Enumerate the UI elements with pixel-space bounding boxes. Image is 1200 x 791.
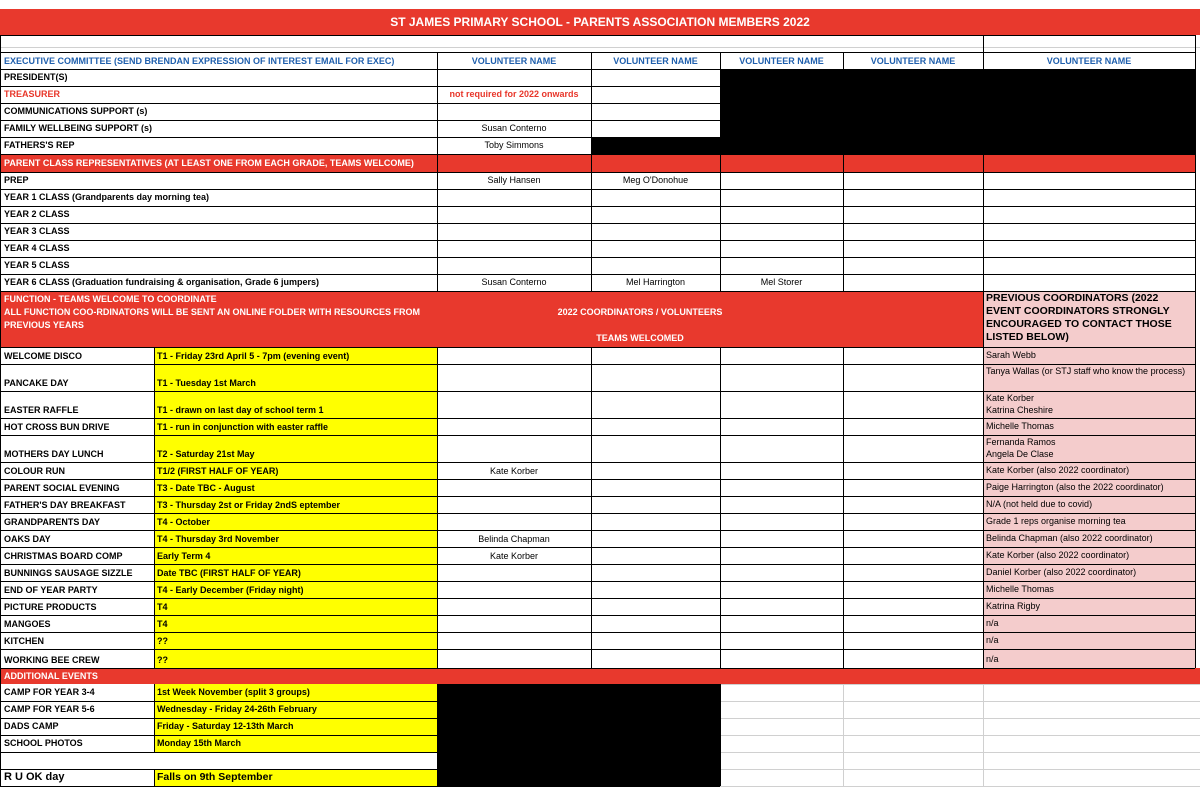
event-name: DADS CAMP xyxy=(4,721,59,731)
volunteer-cell[interactable] xyxy=(720,257,843,274)
volunteer-cell[interactable] xyxy=(437,223,591,240)
previous-coordinator: Kate Korber Katrina Cheshire xyxy=(986,393,1054,415)
volunteer-cell[interactable]: Kate Korber xyxy=(489,466,539,476)
volunteer-cell[interactable]: Mel Harrington xyxy=(625,277,686,287)
coordinators-header: 2022 COORDINATORS / VOLUNTEERS xyxy=(557,307,723,317)
grid-line xyxy=(0,718,437,719)
grid-line xyxy=(0,668,1195,669)
volunteer-cell[interactable] xyxy=(437,404,591,416)
previous-coordinator: Michelle Thomas xyxy=(986,421,1054,431)
volunteer-cell[interactable]: Mel Storer xyxy=(760,277,803,287)
volunteer-name-header: VOLUNTEER NAME xyxy=(1046,56,1132,66)
function-name: MANGOES xyxy=(4,619,51,629)
row-label: FATHERS'S REP xyxy=(4,140,75,150)
grid-line xyxy=(0,632,1195,633)
volunteer-cell[interactable]: Toby Simmons xyxy=(484,140,544,150)
previous-coordinator: n/a xyxy=(986,618,999,628)
grid-line xyxy=(843,52,844,291)
volunteer-cell[interactable] xyxy=(437,567,591,579)
grid-line xyxy=(0,479,1195,480)
grid-line xyxy=(0,120,1195,121)
volunteer-cell[interactable] xyxy=(437,635,591,647)
grid-line xyxy=(843,684,844,786)
volunteer-cell[interactable] xyxy=(720,223,843,240)
grid-line xyxy=(0,598,1195,599)
volunteer-cell[interactable]: Susan Conterno xyxy=(481,123,547,133)
volunteer-cell[interactable] xyxy=(720,240,843,257)
grid-line xyxy=(0,223,1195,224)
grid-line xyxy=(0,103,1195,104)
redacted-block xyxy=(720,69,1195,155)
previous-coordinator: N/A (not held due to covid) xyxy=(986,499,1093,509)
grid-line xyxy=(437,769,438,786)
function-name: HOT CROSS BUN DRIVE xyxy=(4,422,110,432)
additional-header: ADDITIONAL EVENTS xyxy=(4,671,98,681)
previous-coordinators-header: PREVIOUS COORDINATORS (2022 EVENT COORDINATORS STRONGLY ENCOURAGED TO CONTACT THOSE LISTED BELOW) xyxy=(986,292,1172,343)
volunteer-cell[interactable] xyxy=(591,257,720,274)
function-date: T1 - Friday 23rd April 5 - 7pm (evening event) xyxy=(157,351,350,361)
function-name: PANCAKE DAY xyxy=(4,378,69,388)
function-date: Early Term 4 xyxy=(157,551,211,561)
previous-coordinator: Tanya Wallas (or STJ staff who know the process) xyxy=(986,366,1186,376)
function-date: T4 - October xyxy=(157,517,211,527)
function-date: T1/2 (FIRST HALF OF YEAR) xyxy=(157,466,279,476)
grid-line xyxy=(0,615,1195,616)
class-rep-label: YEAR 2 CLASS xyxy=(4,209,70,219)
grid-line xyxy=(0,206,1195,207)
volunteer-cell[interactable] xyxy=(591,223,720,240)
previous-coordinator: Fernanda Ramos Angela De Clase xyxy=(986,437,1056,459)
grid-line xyxy=(0,47,1200,48)
function-name: PARENT SOCIAL EVENING xyxy=(4,483,120,493)
volunteer-cell[interactable] xyxy=(437,499,591,511)
grid-line xyxy=(0,649,1195,650)
function-name: COLOUR RUN xyxy=(4,466,65,476)
event-name: CAMP FOR YEAR 3-4 xyxy=(4,687,95,697)
previous-coordinator: Sarah Webb xyxy=(986,350,1036,360)
grid-line xyxy=(154,347,155,668)
grid-line xyxy=(0,581,1195,582)
class-rep-label: YEAR 3 CLASS xyxy=(4,226,70,236)
grid-line xyxy=(983,684,984,786)
volunteer-cell[interactable] xyxy=(437,350,591,362)
function-name: OAKS DAY xyxy=(4,534,51,544)
function-date: T1 - run in conjunction with easter raffle xyxy=(157,422,329,432)
grid-line xyxy=(154,769,155,786)
redacted-block xyxy=(591,138,720,155)
grid-line xyxy=(0,564,1195,565)
grid-line xyxy=(720,684,1200,685)
volunteer-name-header: VOLUNTEER NAME xyxy=(870,56,956,66)
event-date: 1st Week November (split 3 groups) xyxy=(157,687,310,697)
grid-line xyxy=(0,462,1195,463)
volunteer-cell[interactable] xyxy=(437,257,591,274)
function-name: END OF YEAR PARTY xyxy=(4,585,98,595)
function-name: GRANDPARENTS DAY xyxy=(4,517,101,527)
function-name: KITCHEN xyxy=(4,636,44,646)
class-rep-label: YEAR 6 CLASS (Graduation fundraising & organisation, Grade 6 jumpers) xyxy=(4,277,320,287)
function-date: ?? xyxy=(157,636,168,646)
grid-line xyxy=(0,172,1195,173)
volunteer-cell[interactable]: Meg O'Donohue xyxy=(622,175,689,185)
grid-line xyxy=(0,786,720,787)
volunteer-cell[interactable] xyxy=(437,482,591,494)
row-label: FAMILY WELLBEING SUPPORT (s) xyxy=(4,123,153,133)
previous-coordinator: n/a xyxy=(986,635,999,645)
grid-line xyxy=(0,35,1,786)
executive-label: EXECUTIVE COMMITTEE (SEND BRENDAN EXPRESSION OF INTEREST EMAIL FOR EXEC) xyxy=(4,56,395,66)
row-label: COMMUNICATIONS SUPPORT (s) xyxy=(4,106,148,116)
functions-header: PREVIOUS YEARS xyxy=(4,320,84,330)
volunteer-cell[interactable]: Susan Conterno xyxy=(481,277,547,287)
volunteer-name-header: VOLUNTEER NAME xyxy=(471,56,557,66)
grid-line xyxy=(154,684,155,752)
grid-line xyxy=(437,684,438,752)
function-date: T1 - Tuesday 1st March xyxy=(157,378,256,388)
previous-coordinator: Grade 1 reps organise morning tea xyxy=(986,516,1126,526)
function-date: T4 - Thursday 3rd November xyxy=(157,534,280,544)
function-date: T3 - Date TBC - August xyxy=(157,483,255,493)
function-date: T3 - Thursday 2st or Friday 2ndS eptember xyxy=(157,500,341,510)
functions-header: ALL FUNCTION COO-RDINATORS WILL BE SENT AN ONLINE FOLDER WITH RESOURCES FROM xyxy=(4,307,420,317)
ruok-name: R U OK day xyxy=(4,771,65,783)
grid-line xyxy=(591,347,592,668)
previous-coordinator: Katrina Rigby xyxy=(986,601,1041,611)
class-reps-header: PARENT CLASS REPRESENTATIVES (AT LEAST ONE FROM EACH GRADE, TEAMS WELCOME) xyxy=(4,158,414,168)
row-label: PRESIDENT(S) xyxy=(4,72,68,82)
grid-line xyxy=(0,347,1195,348)
redacted-block xyxy=(437,684,720,786)
volunteer-cell[interactable] xyxy=(591,206,720,223)
volunteer-name-header: VOLUNTEER NAME xyxy=(739,56,824,66)
grid-line xyxy=(720,769,1200,770)
grid-line xyxy=(0,257,1195,258)
volunteer-cell[interactable] xyxy=(720,206,843,223)
previous-coordinator: Michelle Thomas xyxy=(986,584,1054,594)
grid-line xyxy=(437,347,438,668)
volunteer-cell[interactable] xyxy=(437,516,591,528)
grid-line xyxy=(0,547,1195,548)
volunteer-cell[interactable] xyxy=(437,584,591,596)
volunteer-cell[interactable]: not required for 2022 onwards xyxy=(449,89,579,99)
event-name: CAMP FOR YEAR 5-6 xyxy=(4,704,95,714)
class-rep-label: YEAR 4 CLASS xyxy=(4,243,70,253)
event-name: SCHOOL PHOTOS xyxy=(4,738,83,748)
grid-line xyxy=(983,291,984,347)
function-name: EASTER RAFFLE xyxy=(4,405,79,415)
function-name: PICTURE PRODUCTS xyxy=(4,602,97,612)
row-label: TREASURER xyxy=(4,89,61,99)
grid-line xyxy=(0,530,1195,531)
grid-line xyxy=(720,701,1200,702)
previous-coordinator: Kate Korber (also 2022 coordinator) xyxy=(986,465,1130,475)
grid-line xyxy=(0,52,1195,53)
grid-line xyxy=(983,35,984,668)
function-name: CHRISTMAS BOARD COMP xyxy=(4,551,123,561)
volunteer-name-header: VOLUNTEER NAME xyxy=(613,56,698,66)
function-date: T4 xyxy=(157,602,168,612)
grid-line xyxy=(720,735,1200,736)
grid-line xyxy=(0,364,1195,365)
function-name: WORKING BEE CREW xyxy=(4,655,100,665)
grid-line xyxy=(0,86,1195,87)
grid-line xyxy=(720,718,1200,719)
class-rep-label: YEAR 5 CLASS xyxy=(4,260,70,270)
ruok-date: Falls on 9th September xyxy=(157,771,273,783)
function-name: BUNNINGS SAUSAGE SIZZLE xyxy=(4,568,133,578)
grid-line xyxy=(0,154,1195,155)
grid-line xyxy=(0,769,720,770)
function-name: WELCOME DISCO xyxy=(4,351,82,361)
grid-line xyxy=(0,189,1195,190)
grid-line xyxy=(0,752,437,753)
grid-line xyxy=(843,347,844,668)
function-date: T4 - Early December (Friday night) xyxy=(157,585,304,595)
grid-line xyxy=(1195,35,1196,668)
function-date: ?? xyxy=(157,655,168,665)
volunteer-cell[interactable] xyxy=(437,421,591,433)
grid-line xyxy=(0,435,1195,436)
function-date: T4 xyxy=(157,619,168,629)
previous-coordinator: Paige Harrington (also the 2022 coordinator) xyxy=(986,482,1164,492)
grid-line xyxy=(0,69,1195,70)
teams-header: TEAMS WELCOMED xyxy=(596,333,684,343)
grid-line xyxy=(720,347,721,668)
grid-line xyxy=(437,52,438,291)
grid-line xyxy=(720,752,1200,753)
function-name: FATHER'S DAY BREAKFAST xyxy=(4,500,126,510)
grid-line xyxy=(0,240,1195,241)
class-rep-label: PREP xyxy=(4,175,29,185)
event-date: Wednesday - Friday 24-26th February xyxy=(157,704,317,714)
volunteer-cell[interactable] xyxy=(437,240,591,257)
volunteer-cell[interactable]: Kate Korber xyxy=(489,551,539,561)
previous-coordinator: Kate Korber (also 2022 coordinator) xyxy=(986,550,1130,560)
function-date: T2 - Saturday 21st May xyxy=(157,449,255,459)
grid-line xyxy=(0,137,1195,138)
event-date: Friday - Saturday 12-13th March xyxy=(157,721,294,731)
volunteer-cell[interactable]: Sally Hansen xyxy=(487,175,541,185)
functions-header: FUNCTION - TEAMS WELCOME TO COORDINATE xyxy=(4,294,217,304)
volunteer-cell[interactable] xyxy=(437,618,591,630)
volunteer-cell[interactable] xyxy=(437,206,591,223)
volunteer-cell[interactable] xyxy=(437,601,591,613)
grid-line xyxy=(0,701,437,702)
function-date: Date TBC (FIRST HALF OF YEAR) xyxy=(157,568,301,578)
volunteer-cell[interactable] xyxy=(720,189,843,206)
volunteer-cell[interactable] xyxy=(591,240,720,257)
volunteer-cell[interactable] xyxy=(720,172,843,189)
page-title: ST JAMES PRIMARY SCHOOL - PARENTS ASSOCIATION MEMBERS 2022 xyxy=(390,15,810,29)
previous-coordinator: n/a xyxy=(986,654,999,664)
grid-line xyxy=(983,35,1195,36)
grid-line xyxy=(0,513,1195,514)
grid-line xyxy=(0,496,1195,497)
grid-line xyxy=(0,35,983,36)
volunteer-cell[interactable]: Belinda Chapman xyxy=(478,534,550,544)
volunteer-cell[interactable] xyxy=(437,448,591,460)
volunteer-cell[interactable] xyxy=(437,654,591,666)
previous-coordinator: Daniel Korber (also 2022 coordinator) xyxy=(986,567,1137,577)
volunteer-cell[interactable] xyxy=(437,377,591,389)
volunteer-cell[interactable] xyxy=(591,189,720,206)
grid-line xyxy=(720,52,721,291)
grid-line xyxy=(0,274,1195,275)
grid-line xyxy=(591,52,592,291)
function-name: MOTHERS DAY LUNCH xyxy=(4,449,104,459)
event-date: Monday 15th March xyxy=(157,738,242,748)
grid-line xyxy=(0,391,1195,392)
grid-line xyxy=(0,291,1195,292)
class-rep-label: YEAR 1 CLASS (Grandparents day morning tea) xyxy=(4,192,210,202)
function-date: T1 - drawn on last day of school term 1 xyxy=(157,405,324,415)
volunteer-cell[interactable] xyxy=(437,189,591,206)
grid-line xyxy=(0,735,437,736)
previous-coordinator: Belinda Chapman (also 2022 coordinator) xyxy=(986,533,1153,543)
grid-line xyxy=(0,418,1195,419)
grid-line xyxy=(720,684,721,786)
